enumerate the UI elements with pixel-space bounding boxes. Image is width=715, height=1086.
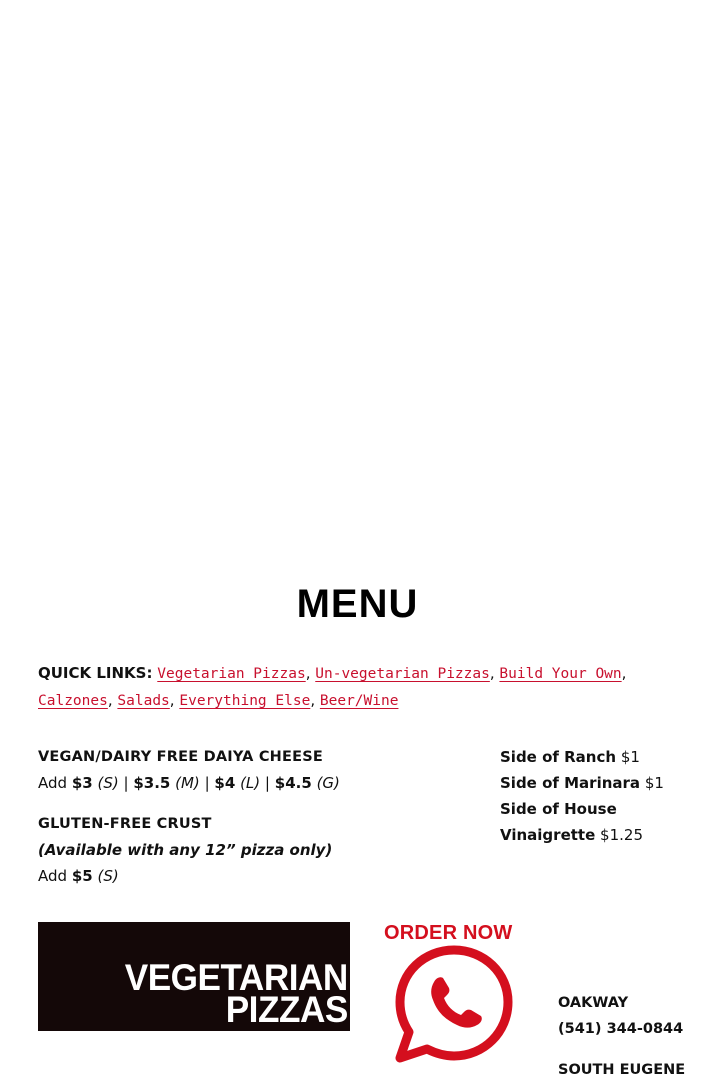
quick-link-unvegetarian-pizzas[interactable]: Un-vegetarian Pizzas xyxy=(315,666,490,682)
vegan-cheese-heading: VEGAN/DAIRY FREE DAIYA CHEESE xyxy=(38,749,323,765)
quick-link-vegetarian-pizzas[interactable]: Vegetarian Pizzas xyxy=(157,666,306,682)
quick-link-build-your-own[interactable]: Build Your Own xyxy=(499,666,622,682)
quick-link-calzones[interactable]: Calzones xyxy=(38,693,108,709)
gluten-free-price: Add $5 (S) xyxy=(38,867,119,885)
location-south-eugene-name: SOUTH EUGENE xyxy=(558,1062,686,1078)
vegetarian-pizzas-banner[interactable] xyxy=(38,922,350,1031)
gluten-free-heading: GLUTEN-FREE CRUST xyxy=(38,816,212,832)
price-medium: $3.5 xyxy=(133,774,171,792)
addons-column xyxy=(38,744,458,889)
location-oakway-phone[interactable]: (541) 344-0844 xyxy=(558,1021,684,1037)
quick-link-everything-else[interactable]: Everything Else xyxy=(179,693,311,709)
banner-text: VEGETARIAN PIZZAS xyxy=(124,957,348,1030)
page-title: MENU xyxy=(296,582,419,626)
gluten-free-note: (Available with any 12” pizza only) xyxy=(38,841,333,859)
quick-link-salads[interactable]: Salads xyxy=(117,693,170,709)
order-now-label[interactable]: ORDER NOW xyxy=(384,922,513,944)
quick-links-label: QUICK LINKS: xyxy=(38,664,153,682)
vegan-cheese-prices: Add $3 (S) | $3.5 (M) | $4 (L) | $4.5 (G) xyxy=(38,774,340,792)
quick-links: QUICK LINKS: Vegetarian Pizzas, Un-vegetarian Pizzas, Build Your Own, Calzones, Salads, Everything Else, Beer/Wine xyxy=(38,664,627,709)
price-large: $4 xyxy=(214,774,236,792)
location-oakway-name: OAKWAY xyxy=(558,995,629,1011)
side-item: Side of House Vinaigrette $1.25 xyxy=(500,800,643,844)
phone-icon[interactable] xyxy=(392,944,516,1064)
contact-locations xyxy=(558,990,708,1083)
side-item: Side of Marinara $1 xyxy=(500,774,664,792)
sides-column xyxy=(500,744,700,848)
side-item: Side of Ranch $1 xyxy=(500,748,640,766)
price-giant: $4.5 xyxy=(274,774,312,792)
quick-link-beer-wine[interactable]: Beer/Wine xyxy=(319,693,399,709)
price-small: $3 xyxy=(71,774,93,792)
